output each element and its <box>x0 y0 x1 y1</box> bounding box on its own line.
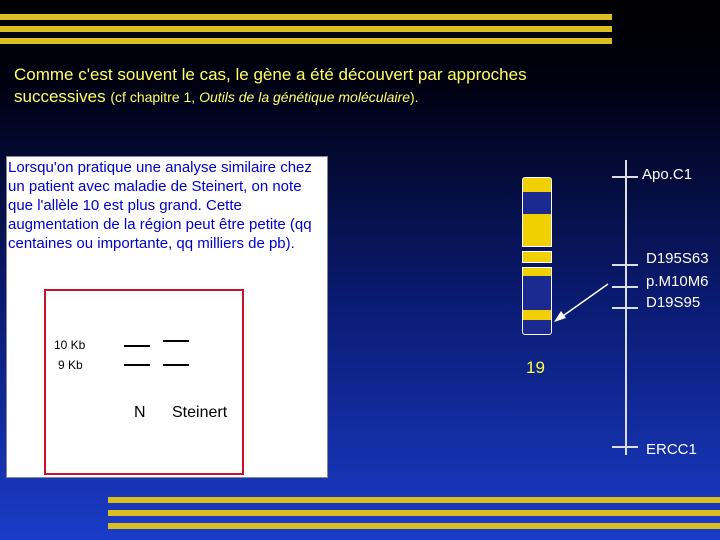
gel-band-steinert-upper <box>163 340 189 342</box>
title-ref-italic: Outils de la génétique moléculaire <box>199 89 410 105</box>
marker-pm10m6: p.M10M6 <box>646 273 709 290</box>
top-accent-bar-3 <box>0 38 612 44</box>
title-ref-prefix: (cf chapitre 1, <box>110 89 200 105</box>
map-tick-d195s63 <box>612 264 638 266</box>
map-tick-d19s95 <box>612 307 638 309</box>
gel-lane-label-steinert: Steinert <box>172 404 228 421</box>
marker-apoc1: Apo.C1 <box>642 166 693 183</box>
chromosome-band <box>523 310 551 320</box>
gel-lane-label-n: N <box>134 404 146 421</box>
top-accent-bar-2 <box>0 26 612 32</box>
chromosome-band <box>523 268 551 276</box>
gel-label-9kb: 9 Kb <box>58 358 83 372</box>
chromosome-19 <box>522 177 552 342</box>
chromosome-number: 19 <box>526 358 545 377</box>
chromosome-band <box>523 192 551 214</box>
title-line-2 <box>14 86 694 108</box>
title-line-1: Comme c'est souvent le cas, le gène a été découvert par approches <box>14 65 527 84</box>
gel-figure <box>44 289 244 475</box>
chromosome-centromere <box>522 251 552 263</box>
explanation-text: Lorsqu'on pratique une analyse similaire chez un patient avec maladie de Steinert, on note que l'allèle 10 est plus grand. Cette augmentation de la région peut être petite (qq centaines ou importante, qq milliers de pb). <box>8 159 312 252</box>
slide-title <box>14 64 694 108</box>
chromosome-p-arm <box>522 177 552 247</box>
bottom-accent-bar-3 <box>108 523 720 529</box>
chromosome-q-arm <box>522 267 552 335</box>
title-ref-suffix: ). <box>409 89 419 105</box>
gel-band-n-9kb <box>124 364 150 366</box>
marker-d19s95: D19S95 <box>646 294 701 311</box>
locus-arrow <box>550 282 610 324</box>
marker-ercc1: ERCC1 <box>646 441 697 458</box>
marker-d195s63: D195S63 <box>646 250 709 267</box>
top-accent-bar-1 <box>0 14 612 20</box>
gel-band-steinert-9kb <box>163 364 189 366</box>
bottom-accent-bar-2 <box>108 510 720 516</box>
gel-label-10kb: 10 Kb <box>54 338 86 352</box>
gel-band-n-10kb <box>124 345 150 347</box>
map-tick-pm10m6 <box>612 286 638 288</box>
title-line-2-main: successives <box>14 87 111 106</box>
map-tick-apoc1 <box>612 176 638 178</box>
bottom-accent-bar-1 <box>108 497 720 503</box>
map-tick-ercc1 <box>612 446 638 448</box>
